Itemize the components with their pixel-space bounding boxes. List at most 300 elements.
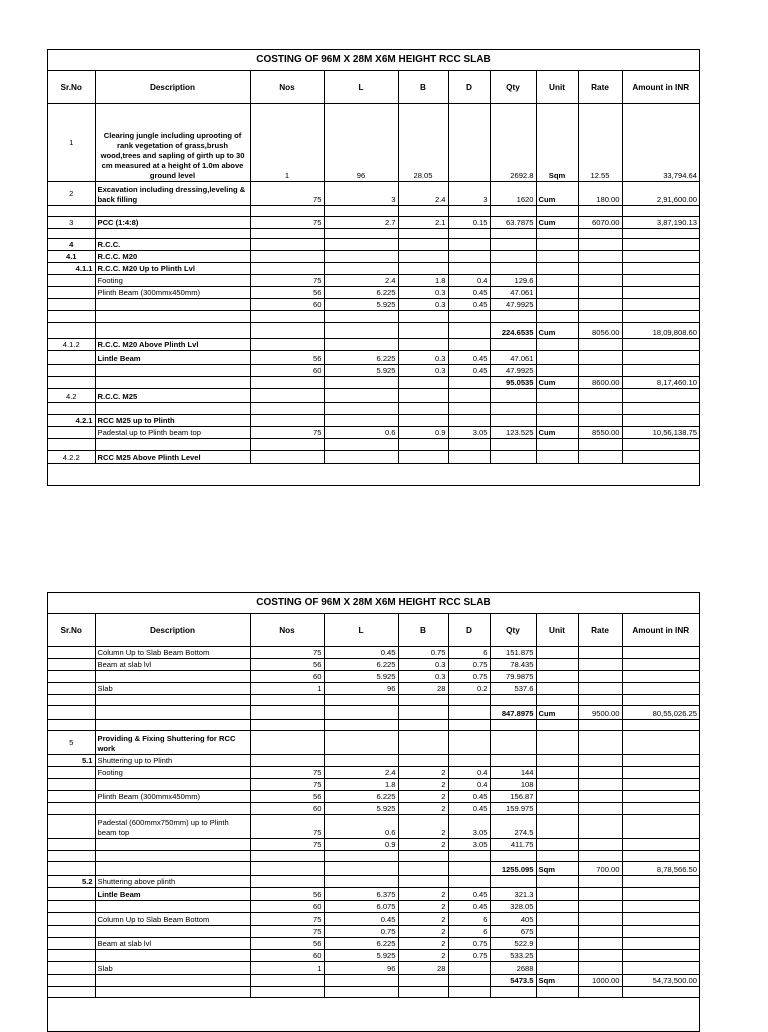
cell-unit (536, 767, 578, 779)
table-row (48, 451, 699, 464)
cell-rate (578, 299, 622, 311)
table-row (48, 251, 699, 263)
cell-nos: 56 (250, 351, 324, 365)
cell-qty: 159.975 (490, 803, 536, 815)
cell-rate (578, 731, 622, 755)
cell-nos: 56 (250, 888, 324, 901)
cell-breadth (398, 439, 448, 451)
cell-unit (536, 720, 578, 731)
cell-sr-no: 4.2.2 (48, 451, 95, 464)
cell-depth (448, 377, 490, 389)
cell-sr-no: 5.1 (48, 755, 95, 767)
cell-depth (448, 206, 490, 217)
cell-unit (536, 888, 578, 901)
cell-rate: 8600.00 (578, 377, 622, 389)
cell-rate (578, 311, 622, 323)
cell-nos (250, 720, 324, 731)
cell-sr-no: 4.1.1 (48, 263, 95, 275)
cell-description: R.C.C. M20 (95, 251, 250, 263)
table-row (48, 299, 699, 311)
table-row (48, 839, 699, 851)
cell-breadth (398, 987, 448, 998)
cell-rate (578, 938, 622, 950)
cell-depth: 0.4 (448, 779, 490, 791)
cell-rate (578, 755, 622, 767)
cell-length (324, 206, 398, 217)
cell-qty: 274.5 (490, 815, 536, 839)
cell-qty: 328.05 (490, 901, 536, 913)
table-row (48, 938, 699, 950)
cell-nos: 60 (250, 365, 324, 377)
table-row (48, 987, 699, 998)
cell-description (95, 671, 250, 683)
table-row (48, 671, 699, 683)
table-row (48, 720, 699, 731)
cell-length (324, 239, 398, 251)
cell-nos (250, 251, 324, 263)
cell-amount: 10,56,138.75 (622, 427, 699, 439)
cell-amount (622, 913, 699, 926)
cell-sr-no: 4.2.1 (48, 415, 95, 427)
cell-rate (578, 403, 622, 415)
cell-qty: 537.6 (490, 683, 536, 695)
cell-sr-no (48, 901, 95, 913)
cell-qty (490, 851, 536, 862)
costing-table (48, 71, 699, 464)
cell-rate (578, 720, 622, 731)
cell-unit (536, 876, 578, 888)
cell-unit (536, 451, 578, 464)
cell-sr-no (48, 987, 95, 998)
cell-unit (536, 671, 578, 683)
cell-amount: 18,09,808.60 (622, 323, 699, 339)
header-cell: Description (95, 71, 250, 104)
cell-sr-no (48, 427, 95, 439)
cell-amount (622, 299, 699, 311)
cell-breadth: 2 (398, 950, 448, 962)
cell-description (95, 803, 250, 815)
cell-nos: 75 (250, 182, 324, 206)
costing-sheet-2 (47, 592, 700, 1032)
cell-depth (448, 323, 490, 339)
cell-description (95, 311, 250, 323)
cell-nos: 60 (250, 299, 324, 311)
cell-qty: 151.875 (490, 647, 536, 659)
cell-unit (536, 815, 578, 839)
cell-length: 6.375 (324, 888, 398, 901)
header-cell: Sr.No (48, 614, 95, 647)
cell-qty: 47.9925 (490, 365, 536, 377)
cell-rate (578, 839, 622, 851)
cell-qty: 129.6 (490, 275, 536, 287)
cell-sr-no: 4.1.2 (48, 339, 95, 351)
cell-sr-no (48, 229, 95, 239)
cell-breadth (398, 451, 448, 464)
cell-unit (536, 415, 578, 427)
cell-description: Plinth Beam (300mmx450mm) (95, 791, 250, 803)
cell-description (95, 950, 250, 962)
cell-unit: Cum (536, 182, 578, 206)
cell-nos (250, 377, 324, 389)
cell-description (95, 403, 250, 415)
cell-qty: 95.0535 (490, 377, 536, 389)
table-row (48, 862, 699, 876)
cell-breadth: 1.8 (398, 275, 448, 287)
cell-qty (490, 339, 536, 351)
cell-sr-no: 5 (48, 731, 95, 755)
cell-depth: 0.75 (448, 659, 490, 671)
cell-length (324, 229, 398, 239)
cell-unit (536, 779, 578, 791)
cell-amount (622, 659, 699, 671)
cell-sr-no (48, 803, 95, 815)
cell-amount (622, 683, 699, 695)
cell-length (324, 851, 398, 862)
cell-nos: 75 (250, 427, 324, 439)
cell-description: Shuttering up to Plinth (95, 755, 250, 767)
cell-sr-no (48, 791, 95, 803)
cell-unit: Cum (536, 427, 578, 439)
cell-depth (448, 439, 490, 451)
cell-rate (578, 263, 622, 275)
cell-rate (578, 671, 622, 683)
cell-length (324, 755, 398, 767)
cell-rate (578, 365, 622, 377)
cell-nos: 75 (250, 275, 324, 287)
cell-description: Footing (95, 767, 250, 779)
cell-amount (622, 950, 699, 962)
cell-qty (490, 755, 536, 767)
cell-amount (622, 311, 699, 323)
header-row (48, 614, 699, 647)
cell-depth: 0.45 (448, 888, 490, 901)
cell-length (324, 695, 398, 706)
cell-description (95, 206, 250, 217)
cell-length: 1.8 (324, 779, 398, 791)
cell-unit: Sqm (536, 104, 578, 182)
cell-length: 5.925 (324, 950, 398, 962)
costing-table (48, 614, 699, 998)
cell-length (324, 403, 398, 415)
cell-amount (622, 275, 699, 287)
table-row (48, 287, 699, 299)
cell-depth: 0.45 (448, 287, 490, 299)
cell-unit (536, 731, 578, 755)
cell-breadth (398, 731, 448, 755)
cell-breadth (398, 720, 448, 731)
cell-breadth: 2 (398, 791, 448, 803)
cell-nos (250, 323, 324, 339)
cell-amount (622, 767, 699, 779)
cell-sr-no: 2 (48, 182, 95, 206)
cell-qty: 1255.095 (490, 862, 536, 876)
cell-description: Plinth Beam (300mmx450mm) (95, 287, 250, 299)
cell-nos (250, 339, 324, 351)
cell-breadth: 2 (398, 913, 448, 926)
cell-nos (250, 862, 324, 876)
cell-length (324, 377, 398, 389)
cell-description: Lintle Beam (95, 351, 250, 365)
cell-sr-no (48, 720, 95, 731)
cell-description (95, 299, 250, 311)
table-row (48, 779, 699, 791)
cell-amount (622, 926, 699, 938)
cell-sr-no: 4.2 (48, 389, 95, 403)
cell-length (324, 975, 398, 987)
cell-length: 0.6 (324, 427, 398, 439)
cell-depth (448, 731, 490, 755)
cell-unit: Sqm (536, 975, 578, 987)
table-row (48, 695, 699, 706)
cell-description: R.C.C. M20 Up to Plinth Lvl (95, 263, 250, 275)
cell-unit (536, 239, 578, 251)
cell-length (324, 323, 398, 339)
cell-amount: 8,78,566.50 (622, 862, 699, 876)
cell-rate (578, 926, 622, 938)
cell-unit (536, 403, 578, 415)
cell-rate: 180.00 (578, 182, 622, 206)
cell-breadth: 2.4 (398, 182, 448, 206)
cell-sr-no (48, 311, 95, 323)
cell-description: Slab (95, 962, 250, 975)
cell-qty (490, 389, 536, 403)
cell-breadth: 2 (398, 938, 448, 950)
cell-qty (490, 451, 536, 464)
cell-description (95, 987, 250, 998)
cell-nos: 75 (250, 815, 324, 839)
cell-qty: 321.3 (490, 888, 536, 901)
cell-rate (578, 439, 622, 451)
cell-amount (622, 439, 699, 451)
cell-unit (536, 339, 578, 351)
cell-breadth: 2 (398, 839, 448, 851)
table-row (48, 263, 699, 275)
cell-sr-no (48, 975, 95, 987)
cell-rate (578, 647, 622, 659)
cell-length (324, 311, 398, 323)
cell-rate (578, 659, 622, 671)
cell-nos (250, 451, 324, 464)
table-row (48, 351, 699, 365)
cell-amount (622, 987, 699, 998)
cell-breadth (398, 862, 448, 876)
cell-rate (578, 851, 622, 862)
cell-depth (448, 876, 490, 888)
cell-breadth: 0.3 (398, 299, 448, 311)
cell-rate (578, 876, 622, 888)
cell-qty: 5473.5 (490, 975, 536, 987)
cell-amount (622, 403, 699, 415)
cell-qty: 47.061 (490, 287, 536, 299)
cell-length: 96 (324, 683, 398, 695)
cell-length (324, 987, 398, 998)
cell-nos (250, 876, 324, 888)
cell-sr-no (48, 938, 95, 950)
cell-nos: 75 (250, 839, 324, 851)
cell-breadth (398, 239, 448, 251)
cell-nos: 75 (250, 779, 324, 791)
cell-qty: 405 (490, 913, 536, 926)
cell-breadth (398, 377, 448, 389)
cell-amount (622, 671, 699, 683)
table-row (48, 731, 699, 755)
cell-length: 5.925 (324, 299, 398, 311)
cell-qty: 675 (490, 926, 536, 938)
header-cell: Qty (490, 71, 536, 104)
cell-nos (250, 706, 324, 720)
table-row (48, 791, 699, 803)
cell-breadth: 2 (398, 803, 448, 815)
cell-breadth: 0.3 (398, 351, 448, 365)
cell-unit (536, 439, 578, 451)
table-row (48, 901, 699, 913)
cell-qty (490, 876, 536, 888)
cell-depth: 3.05 (448, 839, 490, 851)
cell-amount (622, 229, 699, 239)
cell-length: 0.9 (324, 839, 398, 851)
cell-nos (250, 439, 324, 451)
table-row (48, 104, 699, 182)
cell-nos (250, 987, 324, 998)
cell-description: RCC M25 up to Plinth (95, 415, 250, 427)
cell-unit (536, 901, 578, 913)
cell-unit (536, 791, 578, 803)
cell-unit (536, 299, 578, 311)
header-cell: D (448, 614, 490, 647)
cell-depth (448, 415, 490, 427)
cell-breadth: 0.3 (398, 659, 448, 671)
cell-qty (490, 695, 536, 706)
cell-breadth (398, 415, 448, 427)
cell-length (324, 389, 398, 403)
cell-qty (490, 229, 536, 239)
cell-description: PCC (1:4:8) (95, 217, 250, 229)
table-row (48, 755, 699, 767)
table-row (48, 339, 699, 351)
cell-sr-no (48, 815, 95, 839)
cell-description: R.C.C. M20 Above Plinth Lvl (95, 339, 250, 351)
cell-qty: 47.061 (490, 351, 536, 365)
cell-rate (578, 888, 622, 901)
cell-breadth (398, 755, 448, 767)
cell-unit (536, 926, 578, 938)
cell-length: 96 (324, 962, 398, 975)
cell-nos: 60 (250, 901, 324, 913)
cell-depth: 0.2 (448, 683, 490, 695)
cell-rate (578, 913, 622, 926)
cell-qty: 79.9875 (490, 671, 536, 683)
table-row (48, 182, 699, 206)
cell-sr-no (48, 851, 95, 862)
cell-sr-no (48, 275, 95, 287)
cell-amount: 80,55,026.25 (622, 706, 699, 720)
cell-unit (536, 695, 578, 706)
cell-length: 6.225 (324, 351, 398, 365)
cell-unit: Sqm (536, 862, 578, 876)
cell-description (95, 862, 250, 876)
cell-qty: 144 (490, 767, 536, 779)
cell-amount (622, 888, 699, 901)
cell-depth (448, 104, 490, 182)
cell-length: 3 (324, 182, 398, 206)
cell-breadth: 0.3 (398, 671, 448, 683)
cell-sr-no: 4 (48, 239, 95, 251)
cell-length: 2.4 (324, 767, 398, 779)
cell-unit (536, 913, 578, 926)
cell-unit (536, 287, 578, 299)
cell-amount: 54,73,500.00 (622, 975, 699, 987)
cell-depth (448, 229, 490, 239)
cell-rate (578, 339, 622, 351)
cell-rate (578, 275, 622, 287)
cell-nos (250, 975, 324, 987)
cell-nos: 75 (250, 767, 324, 779)
cell-description: Slab (95, 683, 250, 695)
cell-breadth (398, 851, 448, 862)
header-cell: D (448, 71, 490, 104)
table-row (48, 239, 699, 251)
cell-length: 0.75 (324, 926, 398, 938)
cell-breadth (398, 403, 448, 415)
header-cell: Unit (536, 614, 578, 647)
cell-qty: 224.6535 (490, 323, 536, 339)
cell-unit (536, 962, 578, 975)
cell-sr-no (48, 351, 95, 365)
cell-sr-no (48, 888, 95, 901)
cell-unit (536, 251, 578, 263)
table-row (48, 950, 699, 962)
cell-nos (250, 755, 324, 767)
cell-depth: 6 (448, 647, 490, 659)
cell-rate: 9500.00 (578, 706, 622, 720)
cell-unit (536, 851, 578, 862)
sheet-title: COSTING OF 96M X 28M X6M HEIGHT RCC SLAB (48, 50, 699, 71)
cell-sr-no (48, 287, 95, 299)
cell-sr-no (48, 779, 95, 791)
header-cell: B (398, 71, 448, 104)
table-row (48, 706, 699, 720)
table-row (48, 439, 699, 451)
cell-unit (536, 950, 578, 962)
header-cell: Rate (578, 614, 622, 647)
cell-qty (490, 987, 536, 998)
cell-depth (448, 975, 490, 987)
cell-depth (448, 263, 490, 275)
cell-length: 6.225 (324, 659, 398, 671)
cell-description (95, 839, 250, 851)
cell-description: Excavation including dressing,leveling & back filling (95, 182, 250, 206)
cell-qty (490, 239, 536, 251)
cell-depth (448, 451, 490, 464)
cell-length: 2.4 (324, 275, 398, 287)
cell-description (95, 365, 250, 377)
cell-description: Lintle Beam (95, 888, 250, 901)
cell-amount (622, 731, 699, 755)
cell-amount (622, 287, 699, 299)
cell-nos: 56 (250, 659, 324, 671)
cell-nos (250, 403, 324, 415)
cell-rate (578, 803, 622, 815)
cell-description: Beam at slab lvl (95, 659, 250, 671)
cell-length (324, 720, 398, 731)
cell-nos (250, 311, 324, 323)
cell-amount (622, 803, 699, 815)
cell-length (324, 862, 398, 876)
cell-depth (448, 962, 490, 975)
cell-qty: 47.9925 (490, 299, 536, 311)
cell-rate (578, 451, 622, 464)
cell-nos (250, 851, 324, 862)
